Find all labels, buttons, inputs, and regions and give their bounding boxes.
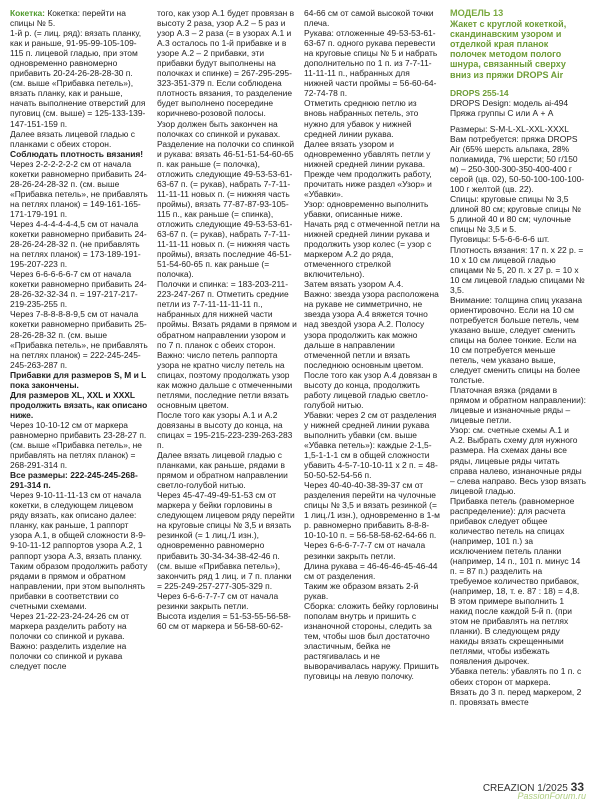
paragraph: Отметить среднюю петлю из вновь набранных петель, это нужно для убавок у нижней средней линии рукава. bbox=[304, 98, 419, 139]
column-1 bbox=[10, 8, 148, 778]
paragraph: 1-й р. (= лиц. ряд): вязать планку, как и раньше, 91-95-99-105-109-115 п. лицевой гладью, при этом одновременно равномерно прибавить 20-24-26-28-28-30 п. (см. выше «Прибавка петель»), вязать планку, как и раньше, начать выполнение отверстий для пуговиц (см. выше) = 125-133-139-147-151-159 п. bbox=[10, 28, 146, 129]
gauge-note: Соблюдать плотность вязания! bbox=[10, 148, 144, 159]
paragraph: Узор: одновременно выполнить убавки, описанные ниже. bbox=[304, 198, 429, 219]
paragraph: Далее вязать лицевой гладью с планками, как раньше, рядами в прямом и обратном направлении светло-голубой нитью. bbox=[157, 450, 288, 491]
paragraph: Начать ряд с отмеченной петли на нижней средней линии рукава и продолжить узор колес (= узор с маркером А.2 до ряда, отмеченного стрелкой включительно). bbox=[304, 218, 440, 280]
paragraph: Важно: число петель раппорта узора не кратно числу петель на спицах, поэтому продолжать узор как можно дальше с отмеченными петлями, последние петли вязать основным цветом. bbox=[157, 349, 293, 410]
paragraph: Пуговицы: 5-5-6-6-6-6 шт. bbox=[450, 234, 550, 245]
paragraph: Убавки: через 2 см от разделения у нижней средней линии рукава выполнить убавки (см. выше «Убавка петель»): каждые 2-1,5-1,5-1-1-1 см в общей сложности убавить 4-5-7-10-10-11 x 2 п. = 48-50-50-52-54-56 п. bbox=[304, 409, 438, 481]
paragraph: 64-66 см от самой высокой точки плеча. bbox=[304, 8, 434, 29]
watermark: PassionForum.ru bbox=[517, 791, 586, 801]
paragraph: Узор: см. счетные схемы А.1 и А.2. Выбрать схему для нужного размера. На схемах даны все ряды, лицевые ряды читать справа налево, изнаночные ряды – слева направо. Весь узор вязать лицевой гладью. bbox=[450, 425, 586, 496]
paragraph: Вам потребуется: пряжа DROPS Air (65% шерсть альпака, 28% полиамида, 7% шерсти; 50 г/150 м) – 250-300-300-350-400-400 г серой (цв. 02), 50-50-100-100-100-100 г желтой (цв. 22). bbox=[450, 134, 585, 195]
large-sizes-note: Для размеров XL, XXL и XXXL продолжить вязать, как описано ниже. bbox=[10, 389, 148, 420]
paragraph: Через 2-2-2-2-2-2 см от начала кокетки равномерно прибавить 24-28-26-24-28-32 п. (см. выше «Прибавка петель», не прибавлять на петлях планок) = 149-161-165-171-179-191 п. bbox=[10, 158, 148, 219]
paragraph: Через 21-22-23-24-24-26 см от маркера разделить работу на полочки со спинкой и рукава. bbox=[10, 610, 130, 641]
yoke-intro-text: Кокетка: перейти на спицы № 5. bbox=[10, 8, 126, 29]
paragraph: Через 6-6-6-7-7-7 см от начала резинки закрыть петли. bbox=[304, 540, 426, 561]
paragraph: Убавка петель: убавлять по 1 п. с обеих сторон от маркера. bbox=[450, 666, 582, 687]
paragraph: Через 45-47-49-49-51-53 см от маркера у бейки горловины в следующем лицевом ряду перейти на круговые спицы № 3,5 и вязать резинкой (= 1 лиц./1 изн.), одновременно равномерно прибавить 30-34-34-38-42-46 п. (см. выше «Прибавка петель»), закончить ряд 1 лиц. и 7 п. планки = 225-249-257-277-305-329 п. bbox=[157, 490, 295, 591]
column-3 bbox=[304, 8, 440, 778]
yarn-group: Пряжа группы С или А + А bbox=[450, 107, 554, 118]
paragraph: Узор должен быть закончен на полочках со спинкой и рукавах. bbox=[157, 118, 281, 139]
paragraph: Вязать до 3 п. перед маркером, 2 п. провязать вместе bbox=[450, 686, 582, 707]
paragraph: Далее вязать узором и одновременно убавлять петли у нижней средней линии рукава. Прежде чем продолжить работу, прочитать ниже раздел «Узор» и «Убавки». bbox=[304, 138, 432, 199]
paragraph: Через 6-6-6-6-6-7 см от начала кокетки равномерно прибавить 24-28-26-32-32-34 п. = 197-217-217-219-235-255 п. bbox=[10, 269, 147, 310]
paragraph: После того как узоры А.1 и А.2 довязаны в высоту до конца, на спицах = 195-215-223-239-263-283 п. bbox=[157, 409, 293, 451]
pattern-code: DROPS 255-14 bbox=[450, 87, 509, 98]
yoke-intro: Кокетка: Кокетка: перейти на спицы № 5. bbox=[10, 8, 126, 29]
paragraph: Спицы: круговые спицы № 3,5 длиной 80 см; круговые спицы № 5 длиной 40 и 80 см; чулочные спицы № 3,5 и 5. bbox=[450, 194, 581, 235]
magazine-issue: CREAZION 1/2025 bbox=[482, 783, 568, 794]
page-number: 33 bbox=[570, 780, 584, 794]
paragraph: Далее вязать лицевой гладью с планками с обеих сторон. bbox=[10, 128, 135, 149]
paragraph: Через 4-4-4-4-4-4,5 см от начала кокетки равномерно прибавить 24-28-26-24-28-32 п. (не прибавлять на петлях планок) = 173-189-191-195-207-223 п. bbox=[10, 218, 147, 270]
paragraph: Сборка: сложить бейку горловины пополам внутрь и пришить с изнаночной стороны, следить за тем, чтобы шов был достаточно эластичным, бейка не растягивалась и не выворачивалась наружу. Пришить пуговицы на левую полочку. bbox=[304, 600, 439, 682]
paragraph: Затем вязать узором А.4. bbox=[304, 279, 404, 290]
paragraph: Плотность вязания: 17 п. x 22 р. = 10 x 10 см лицевой гладью спицами № 5, 20 п. x 27 р. = 10 x 10 см лицевой гладью спицами № 3,5. bbox=[450, 244, 585, 295]
paragraph: Через 7-8-8-8-8-9,5 см от начала кокетки равномерно прибавить 25-28-26-28-32 п. (см. выше «Прибавка петель», не прибавлять на петлях планок) = 222-245-245-245-263-287 п. bbox=[10, 309, 148, 370]
paragraph: Через 10-10-12 см от маркера равномерно прибавить 23-28-27 п. (см. выше «Прибавка петель», не прибавлять на петлях планок) = 268-291-314 п. bbox=[10, 419, 147, 471]
paragraph: Через 40-40-40-38-39-37 см от разделения перейти на чулочные спицы № 3,5 и вязать резинкой (= 1 лиц./1 изн.), одновременно в 1-м р. равномерно прибавить 8-8-8-10-10-10 п. = 56-58-58-62-64-66 п. bbox=[304, 480, 440, 541]
paragraph: Таким же образом вязать 2-й рукав. bbox=[304, 580, 419, 601]
model-title: Жакет с круглой кокеткой, скандинавским узором и отделкой края планок полочек методом полого шнура, связанный сверху вниз из пряжи DROPS Air bbox=[450, 18, 567, 80]
paragraph: Таким образом продолжить работу рядами в прямом и обратном направлении, при этом выполнять прибавки в соответствии со счетными схемами. bbox=[10, 560, 148, 611]
paragraph: Через 6-6-6-7-7-7 см от начала резинки закрыть петли. bbox=[157, 590, 279, 611]
paragraph: Полочки и спинка: = 183-203-211-223-247-267 п. Отметить средние петли из 7-7-11-11-11-11 п., набранных для нижней части проймы. Вязать рядами в прямом и обратном направлении узором и по 7 п. планок с обеих сторон. bbox=[157, 279, 297, 350]
paragraph: Важно: разделить изделие на полочки со спинкой и рукава следует после bbox=[10, 640, 127, 672]
paragraph: того, как узор А.1 будет провязан в высоту 2 раза, узор А.2 – 5 раз и узор А.3 – 2 раза (= в узорах А.1 и А.3 осталось по 1-й прибавке и в узоре А.2 – 2 прибавки, эти прибавки будут выполнены на полочках и спинке) = 267-295-295-323-351-379 п. Если соблюдена плотность вязания, то разделение будет выполнено посередине коричнево-розовой полосы. bbox=[157, 8, 295, 119]
sizes-note: Прибавки для размеров S, M и L пока закончены. bbox=[10, 369, 147, 390]
design-credit: DROPS Design: модель ai-494 bbox=[450, 97, 569, 108]
paragraph: Рукава: отложенные 49-53-53-61-63-67 п. одного рукава перевести на круговые спицы № 5 и набрать дополнительно по 1 п. из 7-7-11-11-11-11 п., набранных для нижней части проймы = 56-60-64-72-74-78 п. bbox=[304, 28, 438, 99]
all-sizes-note: Все размеры: 222-245-245-268-291-314 п. bbox=[10, 470, 138, 491]
paragraph: Разделение на полочки со спинкой и рукава: вязать 46-51-51-54-60-65 п. как раньше (= полочка), отложить следующие 49-53-53-61-63-67 п. (= рукав), набрать 7-7-11-11-11-11 новых п. (= нижняя часть проймы), вязать 77-87-87-93-105-115 п., как раньше (= спинка), отложить следующие 49-53-53-61-63-67 п. (= рукав), набрать 7-7-11-11-11-11 новых п. (= нижняя часть проймы), вязать последние 46-51-51-54-60-65 п. как раньше (= полочка). bbox=[157, 138, 295, 280]
paragraph: Платочная вязка (рядами в прямом и обратном направлении): лицевые и изнаночные ряды – лицевые петли. bbox=[450, 385, 586, 426]
paragraph: Внимание: толщина спиц указана ориентировочно. Если на 10 см потребуется больше петель, чем указано выше, следует сменить спицы на более тонкие. Если на 10 см потребуется меньше петель, чем указано выше, следует сменить спицы на более толстые. bbox=[450, 294, 583, 386]
paragraph: Высота изделия = 51-53-55-56-58-60 см от маркера и 56-58-60-62- bbox=[157, 610, 291, 631]
model-number: МОДЕЛЬ 13 bbox=[450, 8, 504, 18]
paragraph: Через 9-10-11-11-13 см от начала кокетки, в следующем лицевом ряду вязать, как описано далее: планку, как раньше, 1 раппорт узора А.1, в общей сложности 8-9-9-10-11-12 раппортов узора А.2, 1 раппорт узора А.3, вязать планку. bbox=[10, 490, 146, 561]
paragraph: Прибавка петель (равномерное распределение): для расчета прибавок следует общее количество петель на спицах (например, 101 п.) за исключением петель планки (например, 14 п., 101 п. минус 14 п. = 87 п.) разделить на требуемое количество прибавок, (например, 18, т. е. 87 : 18) = 4,8. В этом примере выполнить 1 накид после каждой 5-й п. (при этом не прибавлять на петлях планки). В следующем ряду накиды вязать скрещенными петлями, чтобы избежать появления дырочек. bbox=[450, 495, 581, 667]
paragraph: Важно: звезда узора расположена на рукаве не симметрично, не звезда узора А.4 вяжется точно над звездой узора А.2. Полосу узора продолжить как можно дальше в направлении отмеченной петли и вязать последнюю основным цветом. bbox=[304, 289, 439, 370]
paragraph: После того как узор А.4 довязан в высоту до конца, продолжить работу лицевой гладью светло-голубой нитью. bbox=[304, 369, 438, 410]
column-2 bbox=[157, 8, 297, 778]
paragraph: Размеры: S-M-L-XL-XXL-XXXL bbox=[450, 123, 569, 134]
paragraph: Длина рукава = 46-46-46-45-46-44 см от разделения. bbox=[304, 560, 438, 581]
column-4 bbox=[450, 8, 586, 778]
